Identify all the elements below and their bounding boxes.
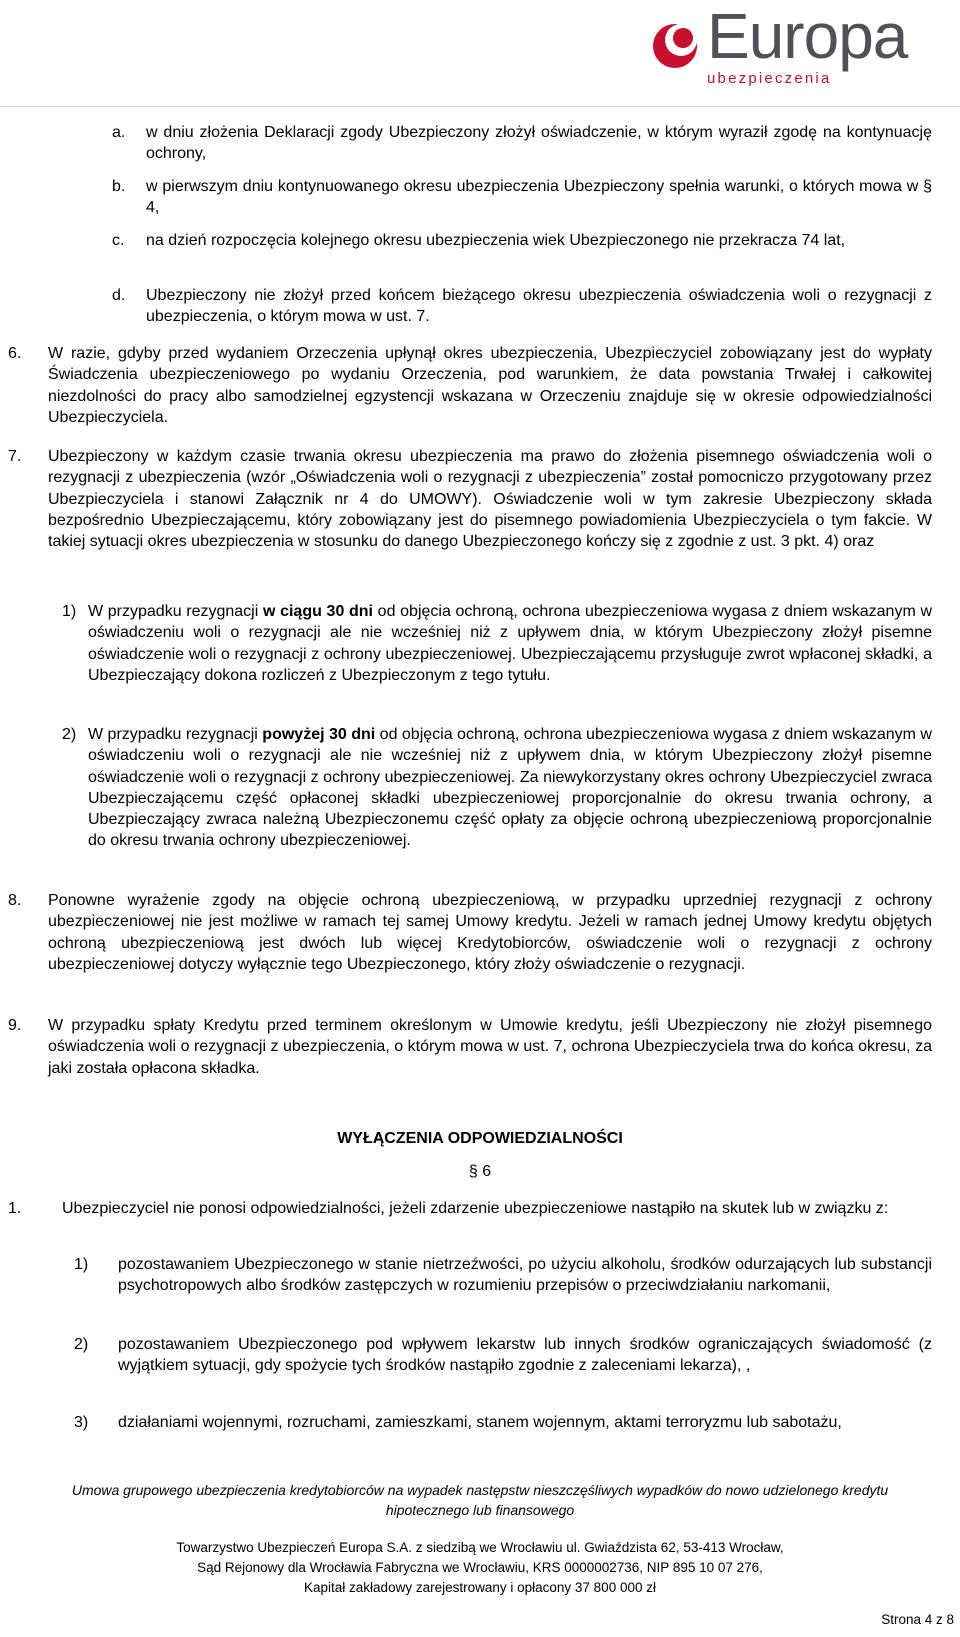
- paragraph-8: Ponowne wyrażenie zgody na objęcie ochroną ubezpieczeniową, w przypadku uprzedniej rezygnacji z ochrony ubezpieczeniowej nie jest możliwe w ramach tej samej Umowy kredytu. Jeżeli w ramach jednej Umowy kredytu objętych ochroną ubezpieczeniową jest dwóch lub więcej Kredytobiorców, oświadczenie woli o rezygnacji z ochrony ubezpieczeniowej dotyczy wyłącznie tego Ubezpieczonego, który złoży oświadczenie o rezygnacji.: [48, 892, 932, 973]
- section-item-1: Ubezpieczyciel nie ponosi odpowiedzialności, jeżeli zdarzenie ubezpieczeniowe nastąpiło na skutek lub w związku z:: [62, 1200, 889, 1217]
- subitem-7-1: W przypadku rezygnacji w ciągu 30 dni od objęcia ochroną, ochrona ubezpieczeniowa wygasa z dniem wskazanym w oświadczeniu woli o rezygnacji ale nie wcześniej niż z upływem dnia, w którym Ubezpieczony złożył pisemne oświadczenie woli o rezygnacji z ochrony ubezpieczeniowej. Ubezpieczającemu przysługuje zwrot wpłaconej składki, a Ubezpieczający dokona rozliczeń z Ubezpieczonym z tego tytułu.: [88, 603, 933, 684]
- list-item-d: Ubezpieczony nie złożył przed końcem bieżącego okresu ubezpieczenia oświadczenia woli o rezygnacji z ubezpieczenia, o którym mowa w ust. 7.: [146, 287, 932, 326]
- list-item-b: w pierwszym dniu kontynuowanego okresu ubezpieczenia Ubezpieczony spełnia warunki, o których mowa w § 4,: [146, 178, 932, 217]
- europa-logo: [645, 0, 925, 87]
- subitem-number-7-1: 1): [62, 603, 77, 620]
- footer-document-title-line2: hipotecznego lub finansowego: [385, 1502, 575, 1518]
- bold-phrase: w ciągu 30 dni: [262, 603, 374, 620]
- footer-company-line1: Towarzystwo Ubezpieczeń Europa S.A. z siedzibą we Wrocławiu ul. Gwiaździsta 62, 53-413 Wrocław,: [176, 1540, 784, 1555]
- footer-company-line2: Sąd Rejonowy dla Wrocławia Fabryczna we Wrocławiu, KRS 0000002736, NIP 895 10 07 276,: [197, 1560, 763, 1575]
- header-divider: [0, 106, 960, 107]
- exclusion-number-1: 1): [74, 1256, 89, 1273]
- paragraph-number-8: 8.: [8, 892, 22, 909]
- section-item-number-1: 1.: [8, 1200, 22, 1217]
- paragraph-number-9: 9.: [8, 1017, 22, 1034]
- bold-phrase: powyżej 30 dni: [262, 726, 376, 743]
- exclusion-number-3: 3): [74, 1414, 89, 1431]
- paragraph-7: Ubezpieczony w każdym czasie trwania okresu ubezpieczenia ma prawo do złożenia pisemnego oświadczenia woli o rezygnacji z ubezpieczenia (wzór „Oświadczenia woli o rezygnacji z ubezpieczenia” został pomocniczo przygotowany przez Ubezpieczyciela i stanowi Załącznik nr 4 do UMOWY). Oświadczenie woli w tym zakresie Ubezpieczony składa bezpośrednio Ubezpieczającemu, który zobowiązany jest do pisemnego powiadomienia Ubezpieczyciela o tym fakcie. W takiej sytuacji okres ubezpieczenia w stosunku do danego Ubezpieczonego kończy się z zgodnie z ust. 3 pkt. 4) oraz: [48, 448, 932, 551]
- paragraph-6: W razie, gdyby przed wydaniem Orzeczenia upłynął okres ubezpieczenia, Ubezpieczyciel zobowiązany jest do wypłaty Świadczenia ubezpieczeniowego po wydaniu Orzeczenia, pod warunkiem, że data powstania Trwałej i całkowitej niezdolności do pracy albo samodzielnej egzystencji wskazana w Orzeczeniu znajduje się w okresie odpowiedzialności Ubezpieczyciela.: [48, 345, 932, 426]
- list-label-b: b.: [112, 178, 126, 195]
- subitem-7-2: W przypadku rezygnacji powyżej 30 dni od objęcia ochroną, ochrona ubezpieczeniowa wygasa z dniem wskazanym w oświadczeniu woli o rezygnacji ale nie wcześniej niż z upływem dnia, w którym Ubezpieczony złożył pisemne oświadczenie woli o rezygnacji z ochrony ubezpieczeniowej. Za niewykorzystany okres ochrony Ubezpieczyciel zwraca Ubezpieczającemu część opłaconej składki ubezpieczeniowej proporcjonalnie do okresu trwania ochrony, a Ubezpieczający zwraca należną Ubezpieczonemu część opłaty za objęcie ochroną ubezpieczeniową proporcjonalnie do okresu trwania ochrony ubezpieczeniowej.: [88, 726, 932, 850]
- list-label-a: a.: [112, 124, 126, 141]
- exclusion-number-2: 2): [74, 1336, 89, 1353]
- logo-brand: Europa: [707, 0, 908, 72]
- page-number: Strona 4 z 8: [881, 1612, 954, 1627]
- list-label-c: c.: [112, 232, 125, 249]
- paragraph-9: W przypadku spłaty Kredytu przed terminem określonym w Umowie kredytu, jeśli Ubezpieczony nie złożył pisemnego oświadczenia woli o rezygnacji z ubezpieczenia, o którym mowa w ust. 7, ochrona Ubezpieczyciela trwa do końca okresu, za jaki została opłacona składka.: [48, 1017, 932, 1077]
- list-item-a: w dniu złożenia Deklaracji zgody Ubezpieczony złożył oświadczenie, w którym wyraził zgodę na kontynuację ochrony,: [146, 124, 932, 163]
- list-item-c: na dzień rozpoczęcia kolejnego okresu ubezpieczenia wiek Ubezpieczonego nie przekracza 74 lat,: [146, 232, 846, 249]
- exclusion-item-3: działaniami wojennymi, rozruchami, zamieszkami, stanem wojennym, aktami terroryzmu lub sabotażu,: [118, 1414, 842, 1431]
- footer-company-line3: Kapitał zakładowy zarejestrowany i opłacony 37 800 000 zł: [304, 1580, 656, 1595]
- logo-tagline: ubezpieczenia: [707, 70, 832, 87]
- list-label-d: d.: [112, 287, 126, 304]
- paragraph-number-7: 7.: [8, 448, 22, 465]
- exclusion-item-2: pozostawaniem Ubezpieczonego pod wpływem lekarstw lub innych środków ograniczających świadomość (z wyjątkiem sytuacji, gdy spożycie tych środków nastąpiło zgodnie z zaleceniami lekarza), ,: [118, 1336, 932, 1375]
- subitem-number-7-2: 2): [62, 726, 77, 743]
- exclusion-item-1: pozostawaniem Ubezpieczonego w stanie nietrzeźwości, po użyciu alkoholu, środków odurzających lub substancji psychotropowych albo środków zastępczych w rozumieniu przepisów o przeciwdziałaniu narkomanii,: [118, 1256, 932, 1295]
- europa-logo-mark-icon: [645, 16, 705, 76]
- section-paragraph-sign: § 6: [468, 1163, 492, 1180]
- section-heading: WYŁĄCZENIA ODPOWIEDZIALNOŚCI: [337, 1130, 623, 1147]
- footer-document-title-line1: Umowa grupowego ubezpieczenia kredytobiorców na wypadek następstw nieszczęśliwych wypadków do nowo udzielonego kredytu: [71, 1482, 889, 1498]
- paragraph-number-6: 6.: [8, 345, 22, 362]
